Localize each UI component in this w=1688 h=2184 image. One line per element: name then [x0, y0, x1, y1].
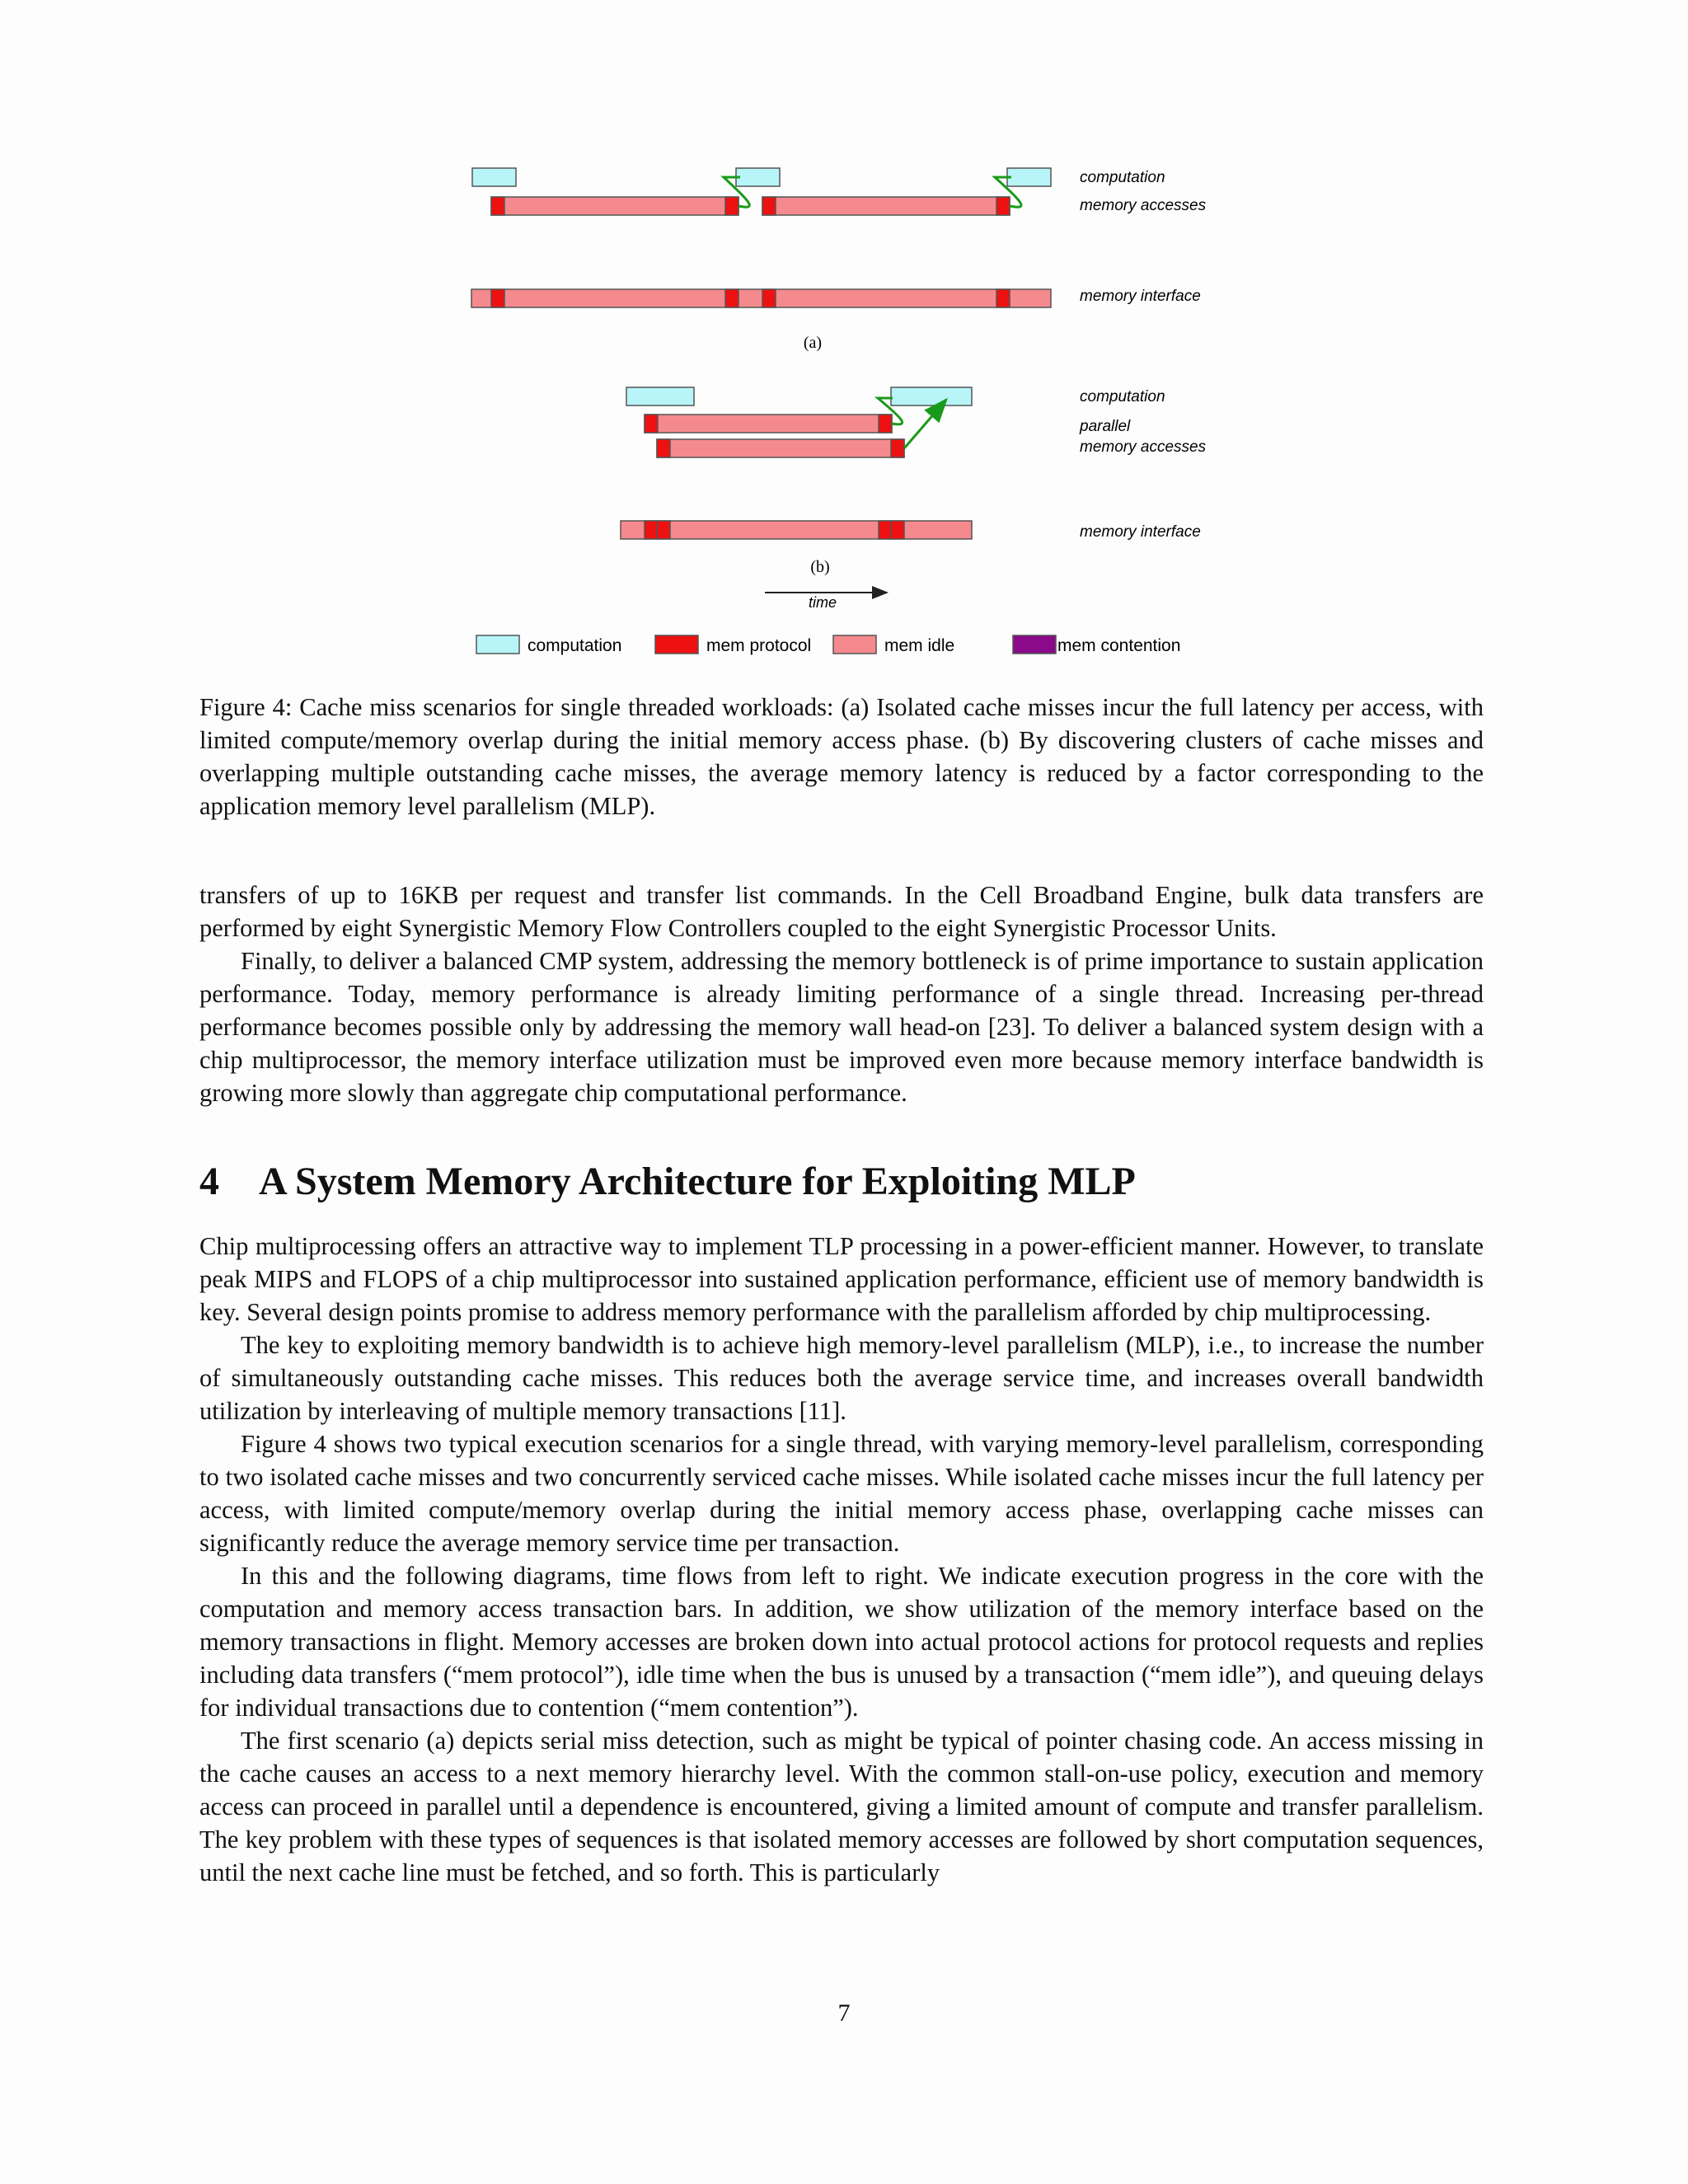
- panel-a: [471, 168, 1207, 352]
- page-number: 7: [837, 1999, 851, 2027]
- time-axis: [765, 593, 887, 611]
- computation-block: [736, 168, 780, 186]
- row-label-parallel: parallel: [1080, 418, 1131, 435]
- section-body: [199, 1230, 1484, 1889]
- memory-access-bar: [491, 197, 738, 215]
- row-label-memory-accesses: memory accesses: [1080, 197, 1207, 214]
- panel-label-b: (b): [810, 558, 830, 576]
- figure-caption: [199, 691, 1484, 823]
- paragraph: In this and the following diagrams, time flows from left to right. We indicate execution progress in the core with the computation and memory access transaction bars. In addition, we show utilization of the memory interface based on the memory transactions in flight. Memory accesses are broken down into actual protocol actions for protocol requests and replies including data transfers (“mem protocol”), idle time when the bus is unused by a transaction (“mem idle”), and queuing delays for individual transactions due to contention (“mem contention”).: [199, 1562, 1484, 1722]
- paragraph: The first scenario (a) depicts serial miss detection, such as might be typical of pointer chasing code. An access missing in the cache causes an access to a next memory hierarchy level. With the common stall-on-use policy, execution and memory access can proceed in parallel until a dependence is encountered, giving a limited amount of compute and transfer parallelism. The key problem with these types of sequences is that isolated memory accesses are followed by short computation sequences, until the next cache line must be fetched, and so forth. This is particularly: [199, 1727, 1484, 1886]
- panel-b: [621, 387, 1207, 576]
- paragraph: Chip multiprocessing offers an attractive way to implement TLP processing in a power-efficient manner. However, to translate peak MIPS and FLOPS of a chip multiprocessor into sustained application performance, efficient use of memory bandwidth is key. Several design points promise to address memory performance with the parallelism afforded by chip multiprocessing.: [199, 1232, 1484, 1326]
- memory-interface-bar: [471, 289, 1051, 307]
- dependency-arrow: [904, 400, 946, 448]
- time-label: time: [808, 594, 837, 611]
- caption-text: Figure 4: Cache miss scenarios for single threaded workloads: (a) Isolated cache misses incur the full latency per access, with limited compute/memory overlap during the initial memory access phase. (b) By discovering clusters of cache misses and overlapping multiple outstanding cache misses, the average memory latency is reduced by a factor corresponding to the application memory level parallelism (MLP).: [199, 693, 1484, 820]
- paragraph: Finally, to deliver a balanced CMP system, addressing the memory bottleneck is of prime importance to sustain application performance. Today, memory performance is already limiting performance of a single thread. Increasing per-thread performance becomes possible only by addressing the memory wall head-on [23]. To deliver a balanced system design with a chip multiprocessor, the memory interface utilization must be improved even more because memory interface bandwidth is growing more slowly than aggregate chip computational performance.: [199, 947, 1484, 1107]
- legend-swatch-mem-protocol: [655, 635, 698, 654]
- paragraph: The key to exploiting memory bandwidth is to achieve high memory-level parallelism (MLP), i.e., to increase the number of simultaneously outstanding cache misses. This reduces both the average service time, and increases overall bandwidth utilization by interleaving of multiple memory transactions [11].: [199, 1331, 1484, 1425]
- computation-block: [1007, 168, 1051, 186]
- paragraph: transfers of up to 16KB per request and transfer list commands. In the Cell Broadband Engine, bulk data transfers are performed by eight Synergistic Memory Flow Controllers coupled to the eight Synergistic Processor Units.: [199, 881, 1484, 942]
- legend: [476, 635, 1180, 655]
- row-label-memory-accesses: memory accesses: [1080, 438, 1207, 456]
- continued-text: [199, 879, 1484, 1109]
- legend-label-mem-idle: mem idle: [884, 636, 955, 655]
- memory-access-bar: [762, 197, 1010, 215]
- section-number: 4: [199, 1160, 219, 1203]
- row-label-memory-interface: memory interface: [1080, 288, 1201, 305]
- memory-interface-bar: [621, 521, 972, 539]
- row-label-computation: computation: [1080, 388, 1165, 405]
- panel-label-a: (a): [803, 334, 823, 352]
- row-label-memory-interface: memory interface: [1080, 523, 1201, 541]
- memory-access-bar: [645, 415, 892, 433]
- legend-swatch-mem-contention: [1013, 635, 1056, 654]
- legend-label-mem-protocol: mem protocol: [706, 636, 812, 655]
- legend-swatch-computation: [476, 635, 519, 654]
- legend-label-computation: computation: [528, 636, 622, 655]
- legend-swatch-mem-idle: [833, 635, 876, 654]
- section-title: A System Memory Architecture for Exploiting MLP: [259, 1160, 1136, 1203]
- section-heading: [199, 1157, 1136, 1207]
- paragraph: Figure 4 shows two typical execution scenarios for a single thread, with varying memory-level parallelism, corresponding to two isolated cache misses and two concurrently serviced cache misses. While isolated cache misses incur the full latency per access, with limited compute/memory overlap during the initial memory access phase, overlapping cache misses can significantly reduce the average memory service time per transaction.: [199, 1430, 1484, 1557]
- computation-block: [891, 387, 972, 405]
- memory-access-bar: [657, 439, 904, 457]
- computation-block: [626, 387, 694, 405]
- legend-label-mem-contention: mem contention: [1057, 636, 1181, 655]
- row-label-computation: computation: [1080, 169, 1165, 186]
- computation-block: [472, 168, 516, 186]
- figure-4-diagram: [0, 0, 1688, 676]
